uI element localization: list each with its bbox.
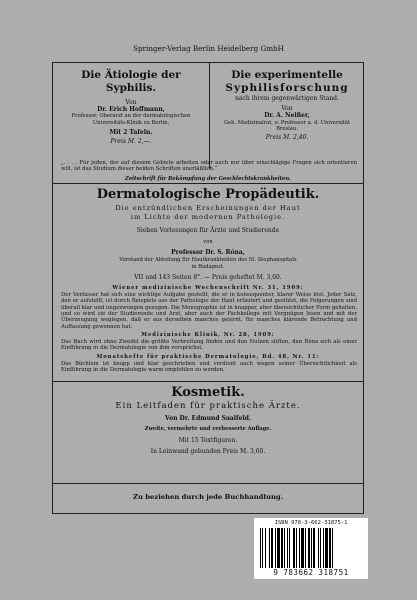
divider-1 bbox=[53, 183, 363, 184]
book2-subtitle: nach ihrem gegenwärtigen Stand. bbox=[235, 94, 339, 102]
isbn-barcode-label bbox=[254, 518, 368, 579]
book3-review2-source: Medizinische Klinik, Nr. 28, 1909: bbox=[141, 332, 275, 338]
book3-affil2: in Budapest. bbox=[191, 264, 225, 270]
book4-block bbox=[53, 385, 363, 456]
column-divider bbox=[209, 63, 210, 169]
publisher-name: Springer-Verlag Berlin Heidelberg GmbH bbox=[133, 44, 284, 53]
isbn-barcode-digits: 9 783662 318751 bbox=[273, 568, 349, 577]
book4-title: Kosmetik. bbox=[171, 385, 245, 400]
book3-review1-text: Der Verfasser hat sich eine wichtige Aufgabe gestellt, die er in konsequenter, klarer Weise löst. Jeder Satz, den er aufstellt, ist durch Beispiele aus der Pathologie der Haut erläutert und gestützt, die Folgerungen sind überall klar und ungezwungen gezogen. Die Monographie ist in knapper, aber übersichtlicher Form gehalten, und so wird sie der Studierende und Arzt, aber auch der Fachkollege mit Vergnügen lesen und mit der Überzeugung weglegen, daß er aus derselben manches gelernt, für manches klärende Betrachtung und Auffassung gewonnen hat. bbox=[61, 292, 357, 330]
book3-von: von bbox=[203, 239, 213, 245]
book4-figs: Mit 15 Textfiguren. bbox=[178, 436, 238, 444]
advertisement-frame bbox=[52, 62, 364, 514]
book1-price: Preis M. 2,—. bbox=[110, 138, 152, 146]
book3-review3-source: Monatshefte für praktische Dermatologie, Bd. 48, Nr. 11: bbox=[96, 354, 320, 360]
book2-von: Von bbox=[281, 104, 293, 112]
review-top-source: Zeitschrift für Bekämpfung der Geschlechtskrankheiten. bbox=[125, 176, 291, 182]
footer-text: Zu beziehen durch jede Buchhandlung. bbox=[132, 493, 284, 501]
book2-affil1: Geh. Medizinalrat, o. Professor a. d. Universität bbox=[223, 119, 351, 126]
book1-von: Von bbox=[125, 98, 137, 106]
book2-title1: Die experimentelle bbox=[231, 69, 343, 81]
book3-sub3: Sieben Vorlesungen für Ärzte und Studierende bbox=[136, 227, 280, 234]
book4-edition: Zweite, vermehrte und verbesserte Auflage. bbox=[144, 425, 272, 432]
book4-sub: Ein Leitfaden für praktische Ärzte. bbox=[115, 400, 301, 411]
book4-author: Von Dr. Edmund Saalfeld. bbox=[164, 415, 252, 423]
book3-review3-text: Das Büchlein ist knapp und klar geschrieben und verdient auch wegen seiner Übersichtlichkeit als Einführung in die Dermatologie warm empfohlen zu werden. bbox=[61, 361, 357, 374]
book3-sub1: Die entzündlichen Erscheinungen der Haut bbox=[115, 204, 301, 212]
book3-title: Dermatologische Propädeutik. bbox=[96, 187, 320, 202]
divider-3 bbox=[53, 483, 363, 484]
book3-info: VII und 143 Seiten 8°. — Preis geheftet M. 3,60. bbox=[134, 274, 282, 281]
book2-affil2: Breslau. bbox=[276, 125, 298, 132]
book4-price: In Leinwand gebunden Preis M. 3,60. bbox=[150, 448, 266, 456]
isbn-number: ISBN 978-3-662-31875-1 bbox=[274, 520, 348, 526]
book3-sub2: im Lichte der modernen Pathologie. bbox=[130, 213, 286, 221]
review-top-text: „. . . . Für jeden, der auf diesem Gebiete arbeiten oder auch nur über einschlägige Fragen sich orientieren will, ist das Studium dieser beiden Schriften unerläßlich.“ bbox=[61, 160, 357, 173]
book2-author: Dr. A. Neißer, bbox=[264, 112, 310, 120]
book1-affil1: Professor, Oberarzt an der dermatologischen bbox=[71, 113, 191, 120]
divider-2 bbox=[53, 381, 363, 382]
book3-review2-text: Das Buch wird ohne Zweifel die größte Verbreitung finden und den Nutzen stiften, den Róna sich als einer Einführung in die Dermatologie von ihm versprichst. bbox=[61, 339, 357, 352]
book3-review1-source: Wiener medizinische Wochenschrift Nr. 31, 1909: bbox=[112, 285, 304, 291]
book2-title2: Syphilisforschung bbox=[225, 81, 349, 94]
book1-author: Dr. Erich Hoffmann, bbox=[97, 105, 165, 113]
book1-affil2: Universitäts-Klinik zu Berlin. bbox=[92, 119, 170, 126]
barcode-graphic bbox=[260, 528, 362, 568]
book2-block bbox=[211, 69, 363, 142]
book2-price: Preis M. 2,40. bbox=[265, 134, 309, 142]
book1-title: Die Ätiologie der Syphilis. bbox=[81, 69, 181, 94]
book1-plates: Mit 2 Tafeln. bbox=[109, 128, 153, 136]
book1-block bbox=[55, 69, 207, 146]
book3-affil1: Vorstand der Abteilung für Hautkrankheiten des St. Stephanspitals bbox=[119, 257, 297, 263]
book3-author: Professor Dr. S. Róna, bbox=[171, 249, 245, 256]
